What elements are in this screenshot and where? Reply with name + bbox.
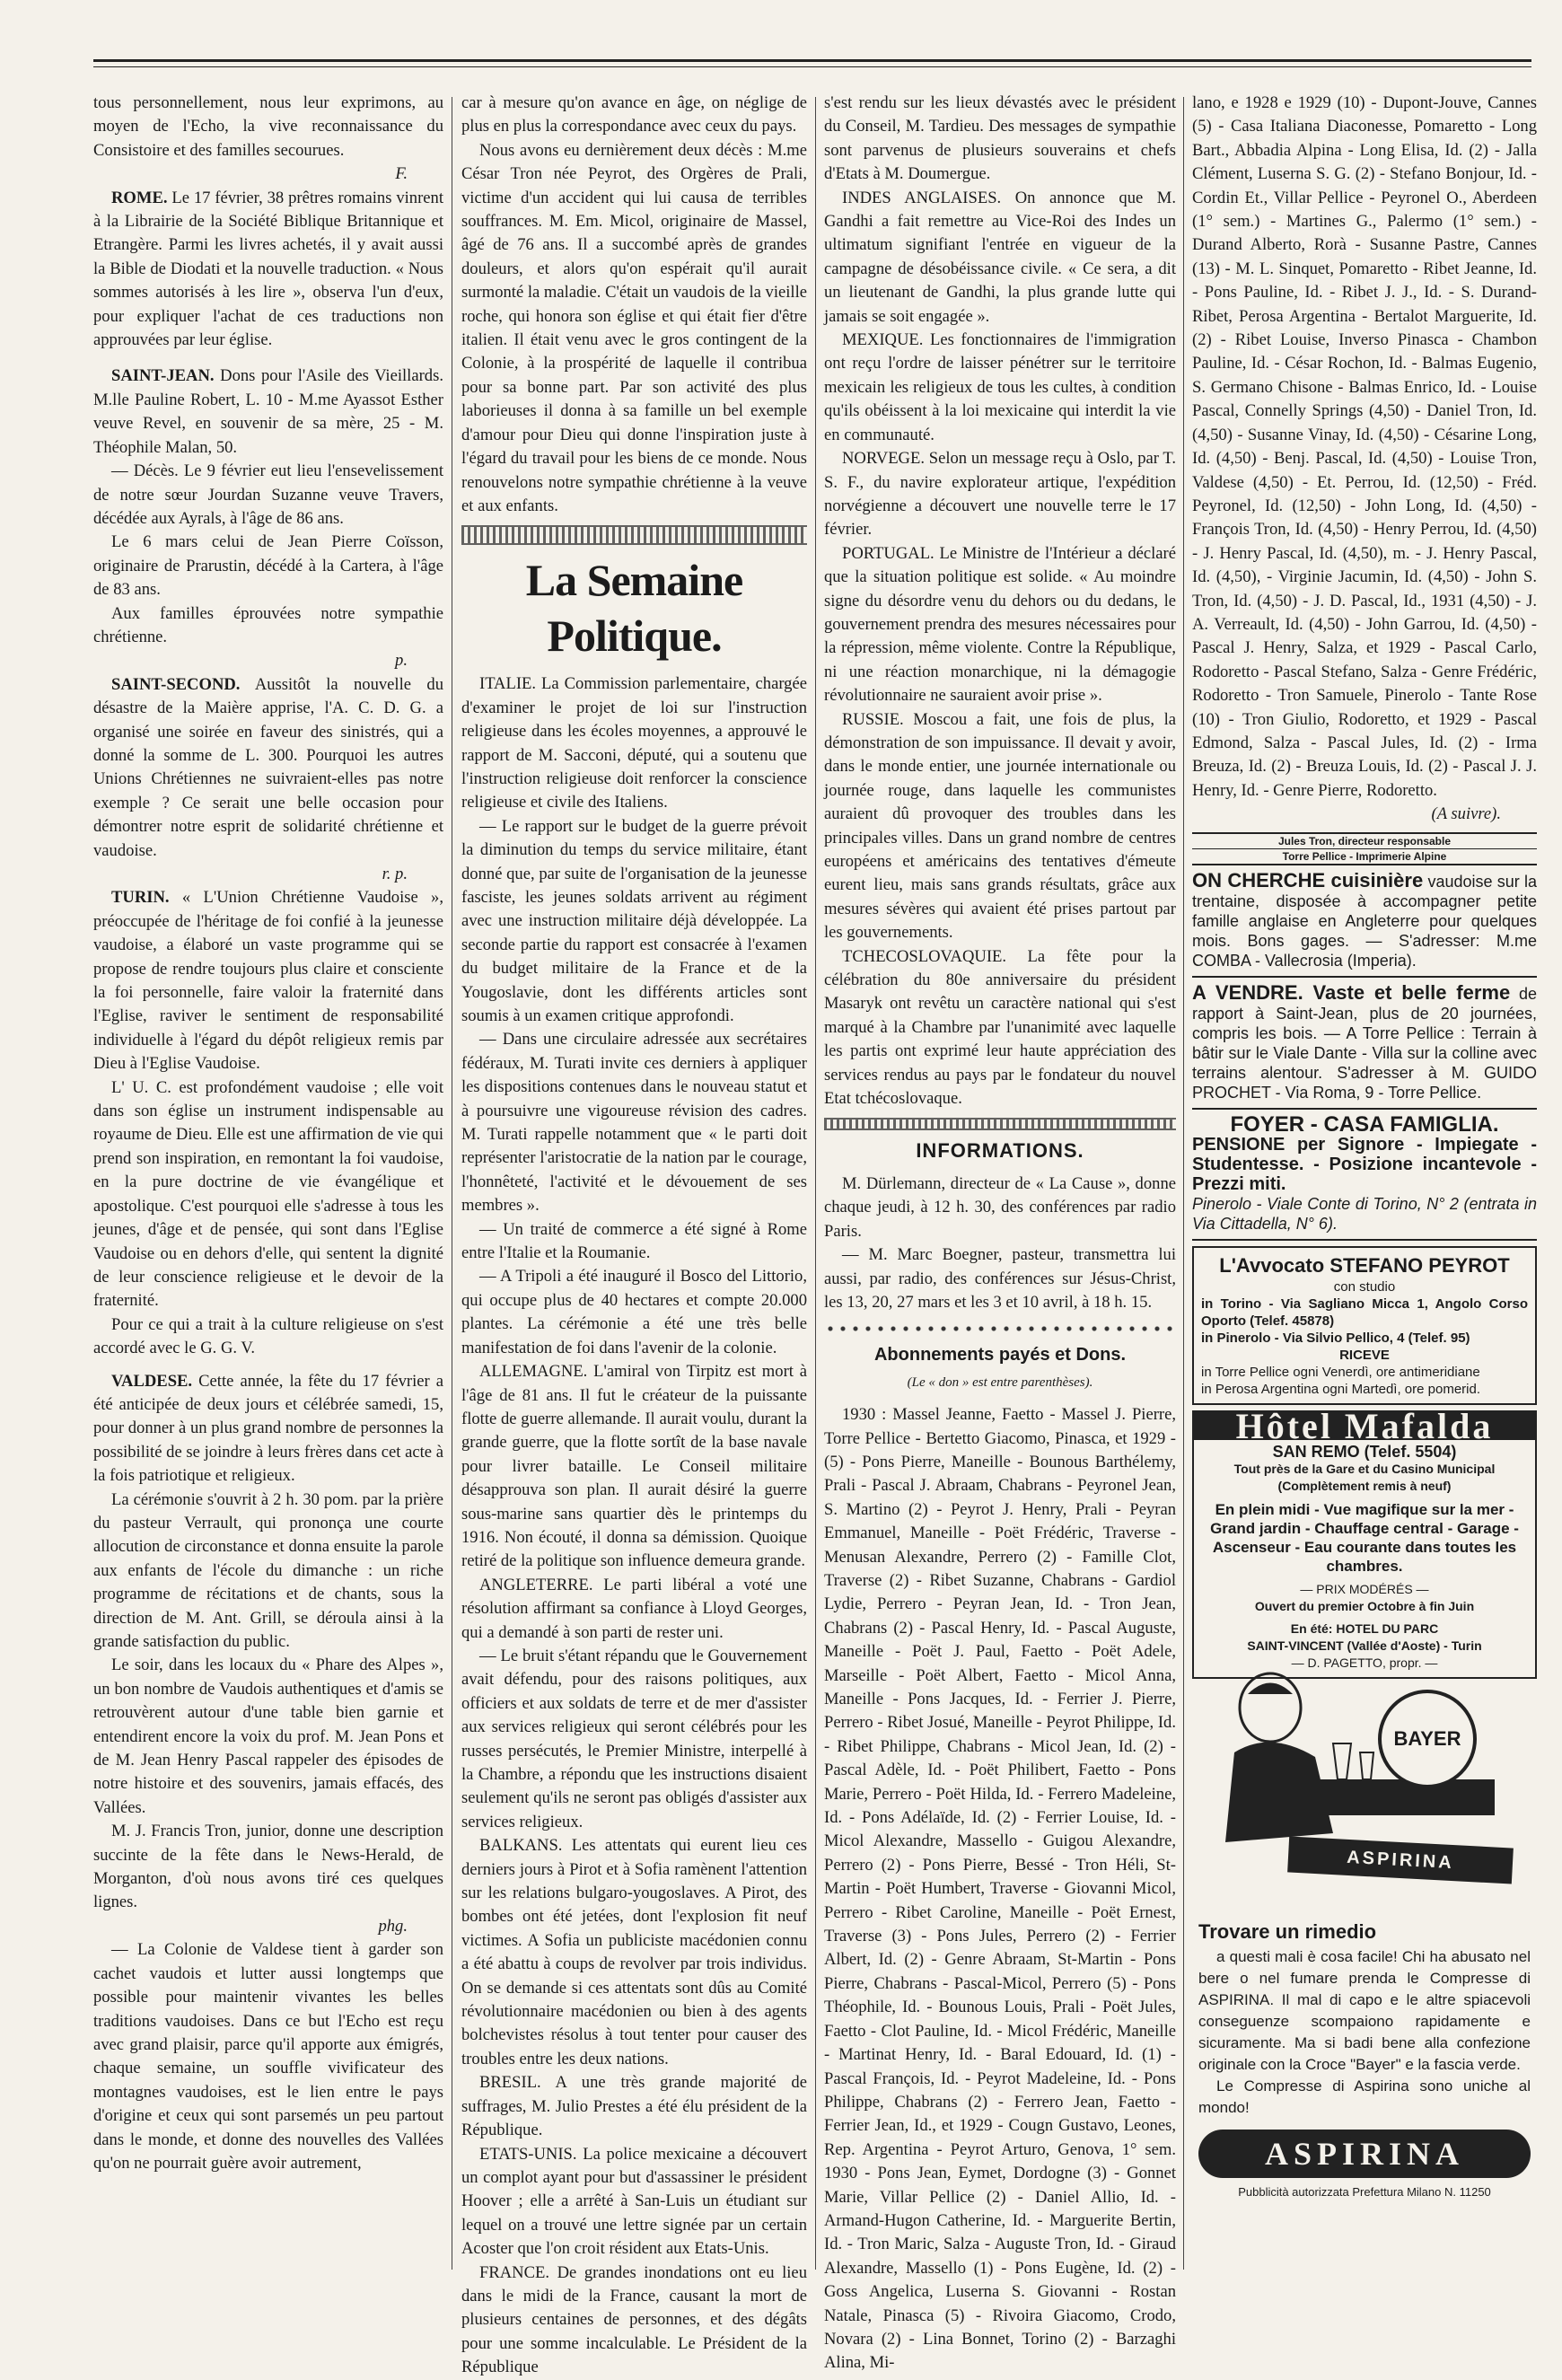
- ad-text: a questi mali è cosa facile! Chi ha abusato nel bere o nel fumare prenda le Compresse di ASPIRINA. Il mal di capo e le altre spiacevoli conseguenze scompaiono rapidamente e sicuramente. Ma si badi bene alla confezione originale con la Croce "Bayer" e la fascia verde.: [1198, 1948, 1531, 2073]
- paragraph: Le soir, dans les locaux du « Phare des Alpes », un bon nombre de Vaudois authentiques et d'amis se retrouvèrent autour d'une table bien garnie et entendirent encore la voix du prof. M. Jean Pons et de M. Jean Henry Pascal rappeler des épisodes de notre histoire et des souvenirs, jamais effacés, des Vallées.: [93, 1655, 443, 1817]
- paragraph: — Décès. Le 9 février eut lieu l'ensevelissement de notre sœur Jourdan Suzanne veuve Travers, décédée aux Ayrals, à l'âge de 86 ans.: [93, 461, 443, 528]
- paragraph: — Le bruit s'étant répandu que le Gouvernement avait défendu, pour des raisons politiques, aux officiers et aux soldats de terre et de mer d'assister aux services religieux qui seront célébrés pour les russes persécutés, le Premier Ministre, interpellé à la Chambre, a répondu que les instructions disaient seulement qu'ils ne seront pas obligés d'assister aux services religieux.: [461, 1646, 807, 1831]
- ad-text: — PRIX MODÉRÉS —: [1300, 1581, 1429, 1596]
- column-3: [824, 92, 1176, 2373]
- ad-text: in Torino - Via Sagliano Micca 1, Angolo Corso Oporto (Telef. 45878): [1201, 1295, 1528, 1329]
- signature: r. p.: [382, 865, 408, 883]
- paragraph: — Dans une circulaire adressée aux secrétaires fédéraux, M. Turati invite ces derniers à appliquer les dispositions contenues dans le nouveau statut et à poursuivre une vigoureuse révision des cadres. M. Turati rappelle notamment que « le parti doit représenter l'aristocratie de la nation par le courage, l'honnêteté, l'activité et le dévouement de ses membres ».: [461, 1030, 807, 1216]
- bayer-logo-text: BAYER: [1393, 1727, 1461, 1750]
- paragraph: tous personnellement, nous leur exprimons, au moyen de l'Echo, la vive reconnaissance du Consistoire et des familles secourues.: [93, 93, 443, 160]
- paragraph-norvege: NORVEGE. Selon un message reçu à Oslo, par T. S. F., du navire explorateur artique, l'expédition norvégienne a découvert une nouvelle terre le 17 février.: [824, 449, 1176, 540]
- ad-avvocato: [1192, 1246, 1537, 1405]
- top-rule-thin: [93, 66, 1531, 67]
- paragraph: Aux familles éprouvées notre sympathie chrétienne.: [93, 603, 443, 646]
- paragraph: M. Dürlemann, directeur de « La Cause », donne chaque jeudi, à 12 h. 30, des conférences par radio Paris.: [824, 1173, 1176, 1241]
- top-rule: [93, 59, 1531, 62]
- signature: phg.: [378, 1916, 408, 1936]
- paragraph: — Le rapport sur le budget de la guerre prévoit la diminution du temps du service militaire, étant donné que, par suite de l'organisation de la jeunesse fasciste, les jeunes soldats arrivent au régiment avec une instruction militaire déjà développée. La seconde partie du rapport est consacrée à l'examen du budget militaire de la France et de la Yougoslavie, dont les différents articles sont soumis à un examen critique approfondi.: [461, 816, 807, 1025]
- paragraph-etats-unis: ETATS-UNIS. La police mexicaine a découvert un complot ayant pour but d'assassiner le président Hoover ; elle a arrêté à San-Luis un étudiant sur lequel on a trouvé une lettre signée par un certain Acoster que l'on croit résident aux Etats-Unis.: [461, 2144, 807, 2259]
- ad-heading: Trovare un rimedio: [1198, 1920, 1377, 1943]
- ad-hotel-mafalda: [1192, 1405, 1537, 1679]
- column-1: [93, 92, 443, 2273]
- paragraph: — M. Marc Boegner, pasteur, transmettra lui aussi, par radio, des conférences sur Jésus-Christ, les 13, 20, 27 mars et les 3 et 10 avril, à 18 h. 15.: [824, 1245, 1176, 1312]
- paragraph-saint-second: [93, 673, 443, 863]
- ad-heading: A VENDRE. Vaste et belle ferme: [1192, 980, 1511, 1004]
- ad-text: En plein midi - Vue magifique sur la mer - Grand jardin - Chauffage central - Garage - Ascenseur - Eau courante dans toutes les chambres.: [1210, 1500, 1519, 1575]
- aspirina-ad-text: [1198, 1921, 1531, 2280]
- dotted-divider: [824, 1323, 1176, 1334]
- text: Dons pour l'Asile des Vieillards. M.lle Pauline Robert, L. 10 - M.me Ayassot Esther veuve Revel, en souvenir de sa mère, 25 - M. Théophile Malan, 50.: [93, 366, 443, 457]
- note: (Le « don » est entre parenthèses).: [907, 1374, 1093, 1390]
- paragraph: — Un traité de commerce a été signé à Rome entre l'Italie et la Roumanie.: [461, 1219, 807, 1263]
- paragraph: La cérémonie s'ouvrit à 2 h. 30 pom. par la prière du pasteur Verrault, qui prononça une courte allocution de circonstance et donna ensuite la parole aux enfants de l'école du dimanche : un riche programme de récitations et de chants, sous la direction de M. Ant. Grill, se déroula ainsi à la grande satisfaction du public.: [93, 1489, 443, 1651]
- paragraph-balkans: BALKANS. Les attentats qui eurent lieu ces derniers jours à Pirot et à Sofia ramènent l'attention sur les relations bulgaro-yougoslaves. A Pirot, des bombes ont été jetées, dont l'explosion fit neuf victimes. A Sofia un publiciste macédonien connu a été abattu à coups de revolver par trois individus. On se demande si ces attentats sont dûs au Comité révolutionnaire macédonien ou bien à des agents bolchevistes résolus à tout tenter pour causer des troubles entre les deux nations.: [461, 1836, 807, 2068]
- paragraph: s'est rendu sur les lieux dévastés avec le président du Conseil, M. Tardieu. Des messages de sympathie sont parvenus de plusieurs souverains et chefs d'Etats à M. Doumergue.: [824, 93, 1176, 184]
- ad-foyer: [1192, 1111, 1537, 1241]
- section-title-semaine-politique: La Semaine Politique.: [525, 555, 743, 662]
- signature: p.: [395, 651, 408, 671]
- ornament-divider: [824, 1118, 1176, 1130]
- paragraph-rome: [93, 187, 443, 353]
- text: Le 17 février, 38 prêtres romains vinrent à la Librairie de la Société Biblique Britannique et Etrangère. Parmi les livres achetés, il y avait aussi la Bible de Diodati et la nouvelle traduction. « Nous sommes autorisés à les lire », observa l'un d'eux, pour expliquer l'achat de ces traductions non approuvées par leur église.: [93, 188, 443, 350]
- continued-note: (A suivre).: [1431, 804, 1501, 824]
- paragraph-indes: INDES ANGLAISES. On annonce que M. Gandhi a fait remettre au Vice-Roi des Indes un ultimatum signifiant l'entrée en vigueur de la campagne de désobéissance civile. « Ce sera, a dit un lieutenant de Gandhi, la plus grande lutte qui jamais se soit engagée ».: [824, 188, 1176, 326]
- ad-text: Tout près de la Gare et du Casino Municipal: [1233, 1461, 1496, 1476]
- ad-subheading: PENSIONE per Signore - Impiegate - Studentesse. - Posizione incantevole - Prezzi miti.: [1192, 1134, 1537, 1194]
- bayer-cross-icon: [1378, 1690, 1477, 1788]
- imprint-printer: Torre Pellice - Imprimerie Alpine: [1282, 849, 1447, 863]
- ornament-divider: [461, 525, 807, 545]
- paragraph-bresil: BRESIL. A une très grande majorité de suffrages, M. Julio Prestes a été élu président de la République.: [461, 2073, 807, 2140]
- ad-cuisiniere: [1192, 868, 1537, 978]
- ad-text: de rapport à Saint-Jean, plus de 20 journées, compris les bois. — A Torre Pellice : Terrain à bâtir sur le Viale Dante - Villa sur la colline avec terrains alentour. S'adresser à M. GUIDO PROCHET - Via Roma, 9 - Torre Pellice.: [1192, 984, 1537, 1102]
- ad-text: con studio: [1333, 1278, 1396, 1295]
- subscriber-list: 1930 : Massel Jeanne, Faetto - Massel J. Pierre, Torre Pellice - Bertetto Giacomo, Pinasca, et 1929 - (5) - Pons Pierre, Maneille - Bounous Barthélemy, Prali - Pascal J. Abraam, Chabrans - Peyronel Jean, S. Martino (2) - Peyrot J. Henry, Prali - Peyran Emmanuel, Maneille - Poët Frédéric, Traverse - Menusan Alexandre, Perrero (2) - Famille Clot, Traverse (2) - Ribet Suzanne, Chabrans - Gardiol Lydie, Perrero - Peyran Jean, Id. - Tron Jean, Chabrans (2) - Pascal Henry, Id. - Pascal Auguste, Maneille - Poët J. Paul, Faetto - Poët Adele, Marseille - Poët Albert, Faetto - Micol Anna, Maneille - Pons Jacques, Id. - Ferrier J. Pierre, Perrero - Ribet Josué, Maneille - Peyrot Philippe, Id. - Ribet Philippe, Chabrans - Micol Jean, Id. (2) - Pascal Adèle, Id. - Poët Philibert, Faetto - Pons Marie, Perrero - Poët Hilda, Id. - Ferrero Madeleine, Id. - Pons Adélaïde, Id. (2) - Ferrier Louise, Id. - Micol Alexandre, Massello - Guigou Alexandre, Perrero (2) - Pons Pierre, Bessé - Tron Héli, St-Martin - Poët Humbert, Traverse - Giovanni Micol, Perrero - Ribet Caroline, Maneille - Poët Ernest, Traverse (3) - Pons Jules, Perrero (2) - Ferrier Albert, Id. (2) - Genre Abraam, St-Martin - Pons Pierre, Chabrans - Pascal-Micol, Perrero (5) - Pons Théophile, Id. - Bounous Louis, Prali - Poët Jules, Faetto - Clot Pauline, Id. - Micol Frédéric, Maneille - Martinat Henry, Id. - Baral Edouard, Id. (1) - Pascal François, Id. - Peyrot Madeleine, Id. - Pons Philippe, Chabrans (2) - Ferrero Jean, Faetto - Ferrier Jean, Id., et 1929 - Cougn Gustavo, Leones, Rep. Argentina - Peyrot Arturo, Genova, 1° sem. 1930 - Pons Jean, Eymet, Dordogne (3) - Gonnet Marie, Villar Pellice (2) - Daniel Allio, Id. - Armand-Hugon Catherine, Id. - Marguerite Bertin, Id. - Tron Maric, Salza - Auguste Tron, Id. - Giraud Alexandre, Massello (1) - Pons Eugène, Id. (2) - Goss Angelica, Luserna S. Giovanni - Rostan Natale, Pinasca (5) - Rivoira Giacomo, Crodo, Novara (2) - Lina Bonnet, Torino (2) - Barzaghi Alina, Mi-: [824, 1405, 1176, 2373]
- text: « L'Union Chrétienne Vaudoise », préoccupée de l'héritage de foi confié à la jeunesse vaudoise, a élaboré un vaste programme qui se propose de rendre toujours plus claire et consciente la foi personnelle, faire valoir la fraternité dans l'Eglise, raviver le sentiment de responsabilité individuelle à l'égard du dépôt religieux remis par Dieu à l'Eglise Vaudoise.: [93, 888, 443, 1074]
- ad-text: En été: HOTEL DU PARC: [1290, 1620, 1439, 1636]
- paragraph: — A Tripoli a été inauguré il Bosco del Littorio, qui occupe plus de 40 hectares et compte 20.000 plantes. La cérémonie a été une très belle manifestation de foi dans l'avenir de la colonie.: [461, 1267, 807, 1357]
- heading-rome: ROME.: [111, 188, 168, 207]
- paragraph: — La Colonie de Valdese tient à garder son cachet vaudois et lutter aussi longtemps que possible pour maintenir vivantes les belles traditions vaudoises. Dans ce but l'Echo est reçu avec grand plaisir, parce qu'il apporte aux émigrés, chaque semaine, un souffle vivificateur des montagnes vaudoises, est le lien entre le pays d'origine et ceux qui sont parsemés un peu partout dans le monde, et donne des nouvelles des Vallées qu'on ne pourrait guère avoir autrement,: [93, 1940, 443, 2173]
- ad-text: (Complètement remis à neuf): [1277, 1478, 1452, 1493]
- paragraph: M. J. Francis Tron, junior, donne une description succinte de la fête dans le News-Herald, de Morganton, d'où nous avons tiré ces quelques lignes.: [93, 1822, 443, 1912]
- ad-text: Pinerolo - Viale Conte di Torino, N° 2 (entrata in Via Cittadella, N° 6).: [1192, 1194, 1537, 1233]
- aspirina-illustration: [1198, 1654, 1531, 1914]
- signature: F.: [395, 164, 408, 184]
- paragraph-valdese: [93, 1370, 443, 1489]
- paragraph-mexique: MEXIQUE. Les fonctionnaires de l'immigration ont reçu l'ordre de laisser pénétrer sur le territoire mexicain les religieux de tous les cultes, à condition qu'ils obéissent à la loi mexicaine qui interdit la vie en communauté.: [824, 330, 1176, 444]
- heading-saint-jean: SAINT-JEAN.: [111, 366, 215, 386]
- ad-footnote: Pubblicità autorizzata Prefettura Milano N. 11250: [1238, 2185, 1491, 2199]
- text: Aussitôt la nouvelle du désastre de la Maière apprise, l'A. C. D. G. a organisé une soirée en faveur des sinistrés, qui a donné la somme de L. 300. Pourquoi les autres Unions Chrétiennes ne suivraient-elles pas notre exemple ? Ce serait une belle occasion pour démontrer notre esprit de solidarité chrétienne et vaudoise.: [93, 674, 443, 860]
- ad-a-vendre: [1192, 980, 1537, 1110]
- ad-text: — D. PAGETTO, propr. —: [1291, 1655, 1438, 1670]
- paragraph: car à mesure qu'on avance en âge, on néglige de plus en plus la correspondance avec ceux du pays.: [461, 93, 807, 136]
- ad-text: Le Compresse di Aspirina sono uniche al mondo!: [1198, 2077, 1531, 2116]
- ad-text: SAINT-VINCENT (Vallée d'Aoste) - Turin: [1247, 1638, 1482, 1653]
- column-separator: [1183, 97, 1184, 2270]
- paragraph-france: FRANCE. De grandes inondations ont eu lieu dans le midi de la France, causant la mort de plusieurs centaines de personnes, et des dégâts pour une somme incalculable. Le Président de la République: [461, 2262, 807, 2377]
- paragraph-italie: ITALIE. La Commission parlementaire, chargée d'examiner le projet de loi sur l'instruction religieuse dans les écoles moyennes, a approuvé le rapport de M. Sacconi, député, qui a soutenu que l'instruction religieuse doit renforcer la conscience religieuse et civile des Italiens.: [461, 674, 807, 812]
- paragraph-portugal: PORTUGAL. Le Ministre de l'Intérieur a déclaré que la situation politique est solide. « Au moindre signe du désordre venu du dehors ou du dedans, le gouvernement prendra des mesures nécessaires pour la répression, même violente. Contre la République, ni une réaction monarchique, ni la démagogie révolutionnaire ne sauraient avoir prise ».: [824, 543, 1176, 706]
- paragraph: Le 6 mars celui de Jean Pierre Coïsson, originaire de Prarustin, décédé à la Cartera, à l'âge de 83 ans.: [93, 532, 443, 600]
- ad-text: in Perosa Argentina ogni Martedì, ore pomerid.: [1201, 1381, 1481, 1397]
- ad-text: SAN REMO (Telef. 5504): [1272, 1442, 1457, 1461]
- ad-heading: ON CHERCHE cuisinière: [1192, 868, 1424, 891]
- ad-text: in Torre Pellice ogni Venerdì, ore antimeridiane: [1201, 1364, 1480, 1380]
- heading-valdese: VALDESE.: [111, 1371, 193, 1391]
- paragraph-allemagne: ALLEMAGNE. L'amiral von Tirpitz est mort à l'âge de 81 ans. Il fut le créateur de la puissante flotte de guerre allemande. Il aurait voulu, durant la grande guerre, que la flotte sortît de la base navale pour livrer bataille. Le Conseil militaire désapprouva son plan. Il aurait désiré la guerre sous-marine sans quartier dès le printemps du 1916. Non écouté, il donna sa démission. Quoique retiré de la politique son influence demeura grande.: [461, 1362, 807, 1571]
- paragraph-saint-jean: [93, 364, 443, 460]
- heading-turin: TURIN.: [111, 888, 170, 908]
- paragraph-russie: RUSSIE. Moscou a fait, une fois de plus, la démonstration de son impuissance. Il devait y avoir, dans le monde entier, une journée internationale ou journée rouge, dans laquelle les communistes auraient dû provoquer des troubles dans les principales villes. Dans un grand nombre de centres européens et américains des tentatives d'émeute eurent lieu, mais sans grands résultats, grâce aux mesures sévères qui avaient été prises partout par les gouvernements.: [824, 709, 1176, 943]
- heading-saint-second: SAINT-SECOND.: [111, 674, 241, 694]
- imprint-director: Jules Tron, directeur responsable: [1192, 834, 1537, 849]
- ad-text: vaudoise sur la trentaine, disposée à accompagner petite famille anglaise en Angleterre pour quelques mois. Bons gages. — S'adresser: M.me COMBA - Vallecrosia (Imperia).: [1192, 872, 1537, 970]
- ad-text: Ouvert du premier Octobre à fin Juin: [1254, 1598, 1475, 1613]
- paragraph-turin: [93, 886, 443, 1076]
- hotel-name: Hôtel Mafalda: [1194, 1412, 1535, 1440]
- paragraph-tchecoslovaquie: TCHECOSLOVAQUIE. La fête pour la célébration du 80e anniversaire du président Masaryk ont revêtu un caractère national qui s'est marqué à la Chambre par l'unanimité avec laquelle les partis ont exprimé leur haute appréciation des services rendus au pays par le fondateur du nouvel Etat tchécoslovaque.: [824, 946, 1176, 1109]
- paragraph-angleterre: ANGLETERRE. Le parti libéral a voté une résolution affirmant sa confiance à Lloyd Georges, qui a demandé à son parti de rester uni.: [461, 1575, 807, 1642]
- ad-heading: FOYER - CASA FAMIGLIA.: [1230, 1111, 1499, 1137]
- ad-heading: L'Avvocato STEFANO PEYROT: [1219, 1253, 1510, 1277]
- aspirina-logo: ASPIRINA: [1198, 2130, 1531, 2178]
- ad-text: in Pinerolo - Via Silvio Pellico, 4 (Telef. 95): [1201, 1330, 1470, 1346]
- aspirina-box: ASPIRINA: [1287, 1836, 1514, 1884]
- section-title-informations: INFORMATIONS.: [916, 1139, 1084, 1163]
- ad-text: RICEVE: [1339, 1347, 1390, 1363]
- column-separator: [815, 97, 816, 2270]
- column-2: [461, 92, 807, 2377]
- text: Cette année, la fête du 17 février a été anticipée de deux jours et célébrée samedi, 15, pour donner à un plus grand nombre de personnes la possibilité de se joindre à leurs frères dans cet acte à la fois patriotique et religieux.: [93, 1371, 444, 1486]
- section-title-abonnements: Abonnements payés et Dons.: [873, 1345, 1127, 1366]
- paragraph: Pour ce qui a trait à la culture religieuse on s'est accordé avec le G. G. V.: [93, 1314, 443, 1358]
- imprint: [1192, 832, 1537, 865]
- paragraph: L' U. C. est profondément vaudoise ; elle voit dans son église un instrument indispensable au royaume de Dieu. Elle est une affirmation de vie qui prend son inspiration, en remontant la foi vaudoise, en la pure doctrine de vie évangélique et apostolique. C'est pourquoi elle s'adresse à tous les jeunes, d'âge et de pensée, qui sont dans l'Eglise Vaudoise ou en dehors d'elle, qui sentent la dignité de leur conscience religieuse et le devoir de la fraternité.: [93, 1077, 443, 1311]
- subscriber-list: lano, e 1928 e 1929 (10) - Dupont-Jouve, Cannes (5) - Casa Italiana Diaconesse, Pomaretto - Long Bart., Abbadia Alpina - Long Elisa, Id. (2) - Jalla Clément, Luserna S. G. (2) - Stefano Bonjour, Id. - Cordin Et., Villar Pellice - Peyronel O., Aberdeen (1° sem.) - Martines G., Palermo (1° sem.) - Durand Alberto, Rorà - Susanne Pastre, Cannes (13) - M. L. Sinquet, Pomaretto - Ribet Jeanne, Id. - Pons Pauline, Id. - Ribet J. J., Id. - S. Durand-Ribet, Perosa Argentina - Bertalot Marguerite, Id. (2) - Ribet Louise, Inverso Pinasca - Chambon Pauline, Id. - César Rochon, Id. - Balmas Eugenio, S. Germano Chisone - Balmas Enrico, Id. - Louise Pascal, Connelly Springs (4,50) - Daniel Tron, Id. (4,50) - Susanne Vinay, Id. (4,50) - Césarine Long, Id. (4,50) - Benj. Pascal, Id. (4,50) - Louise Tron, Valdese (4,50) - Et. Perrou, Id. (12,50) - Fréd. Peyronel, Id. (12,50) - John Long, Id. (4,50) - François Tron, Id. (4,50) - Henry Perrou, Id. (4,50) - J. Henry Pascal, Id. (4,50), m. - J. Henry Pascal, Id. (4,50), - Virginie Jacumin, Id. (4,50) - John S. Tron, Id. (4,50) - J. D. Pascal, Id., 1931 (4,50) - J. A. Verreault, Id. (4,50) - John Garrou, Id. (4,50) - Pascal J. Henry, Salza, et 1929 - Pascal Carlo, Rodoretto - Pascal Stefano, Salza - Genre Frédéric, Rodoretto - Tron Samuele, Pinerolo - Tante Rose (10) - Tron Giulio, Rodoretto, et 1929 - Pascal Edmond, Salza - Pascal Jules, Id. (2) - Irma Breuza, Id. (2) - Breuza Louis, Id. (2) - Pascal J. J. Henry, Id. - Genre Pierre, Rodoretto.: [1192, 93, 1537, 800]
- paragraph: Nous avons eu dernièrement deux décès : M.me César Tron née Peyrot, des Orgères de Prali, victime d'un accident qui lui causa de terribles souffrances. M. Em. Micol, originaire de Massel, âgé de 76 ans. Il a succombé après de grandes douleurs, et alors qu'on espérait qu'il aurait surmonté la maladie. C'était un vaudois de la vieille roche, qui honora son église et qui était fier d'être italien. Il était venu avec le gros contingent de la Colonie, à la prospérité de laquelle il contribua pour sa bonne part. Par son activité des plus laborieuses il donna à sa famille un bel exemple d'amour pour Dieu qui donne l'inspiration juste à l'égard du travail pour les biens de ce monde. Nous renouvelons notre sympathie chrétienne à la veuve et aux enfants.: [461, 140, 807, 515]
